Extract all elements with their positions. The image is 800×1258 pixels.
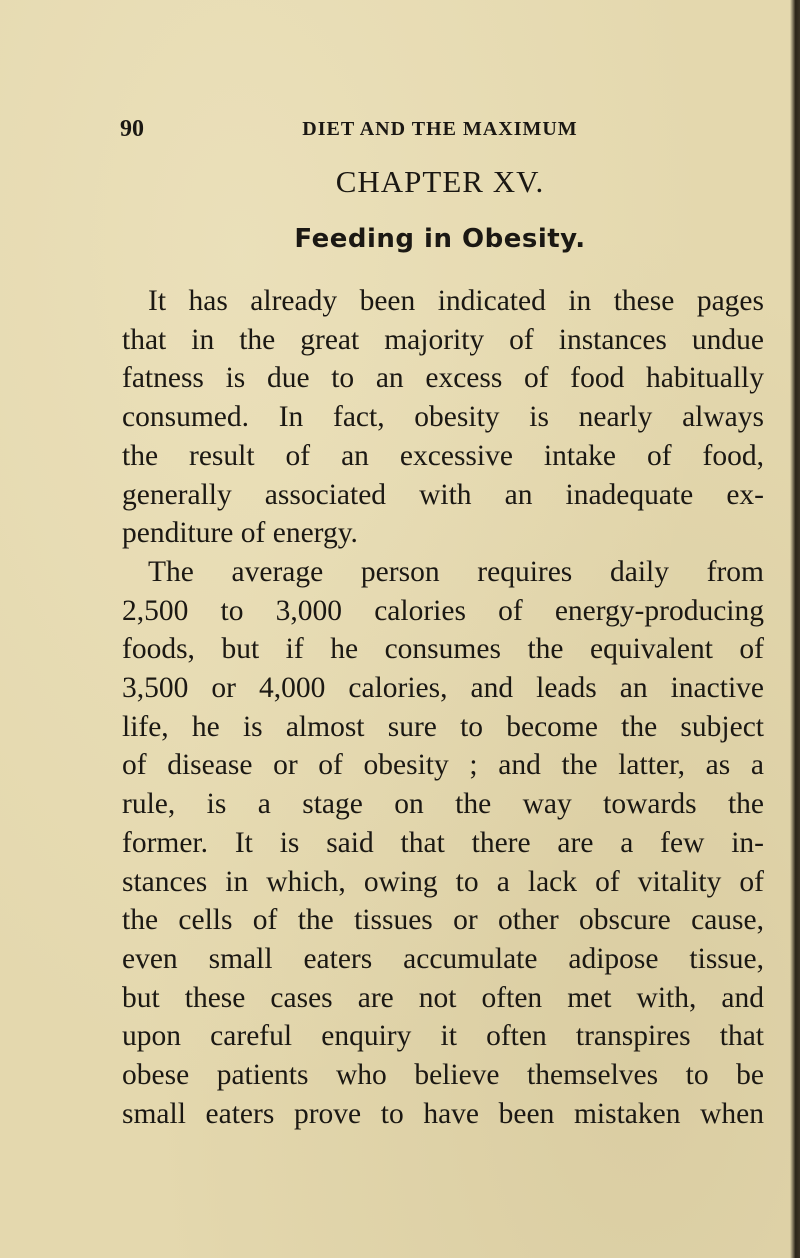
text-line: rule, is a stage on the way towards the [122, 788, 764, 821]
text-line: that in the great majority of instances undue [122, 323, 764, 356]
text-line: upon careful enquiry it often transpires that [122, 1020, 764, 1053]
page-edge-shadow [790, 0, 800, 1258]
text-line: obese patients who believe themselves to be [122, 1059, 764, 1092]
text-line: small eaters prove to have been mistaken when [122, 1097, 764, 1130]
text-line: fatness is due to an excess of food habitually [122, 362, 764, 395]
section-title: Feeding in Obesity. [294, 224, 586, 254]
running-head: DIET AND THE MAXIMUM [302, 118, 578, 140]
text-line: the cells of the tissues or other obscure cause, [122, 904, 764, 937]
text-line: stances in which, owing to a lack of vitality of [122, 865, 764, 898]
body-text [122, 282, 764, 1133]
text-line: former. It is said that there are a few in- [122, 826, 764, 859]
text-line: but these cases are not often met with, and [122, 981, 764, 1014]
text-line: life, he is almost sure to become the subject [122, 710, 764, 743]
page-number: 90 [120, 116, 144, 142]
text-line: 2,500 to 3,000 calories of energy-producing [122, 594, 764, 627]
text-line: It has already been indicated in these pages [148, 285, 764, 317]
text-line: generally associated with an inadequate ex- [122, 478, 764, 511]
text-line: of disease or of obesity ; and the latter, as a [122, 749, 764, 782]
text-line: consumed. In fact, obesity is nearly always [122, 401, 764, 434]
text-line: even small eaters accumulate adipose tissue, [122, 942, 764, 975]
text-line: The average person requires daily from [148, 555, 764, 588]
text-line: the result of an excessive intake of food, [122, 439, 764, 472]
chapter-title: CHAPTER XV. [335, 164, 545, 199]
text-line: foods, but if he consumes the equivalent of [122, 633, 764, 666]
text-line: penditure of energy. [122, 517, 358, 550]
text-line: 3,500 or 4,000 calories, and leads an inactive [122, 672, 764, 705]
page-header [120, 116, 760, 142]
